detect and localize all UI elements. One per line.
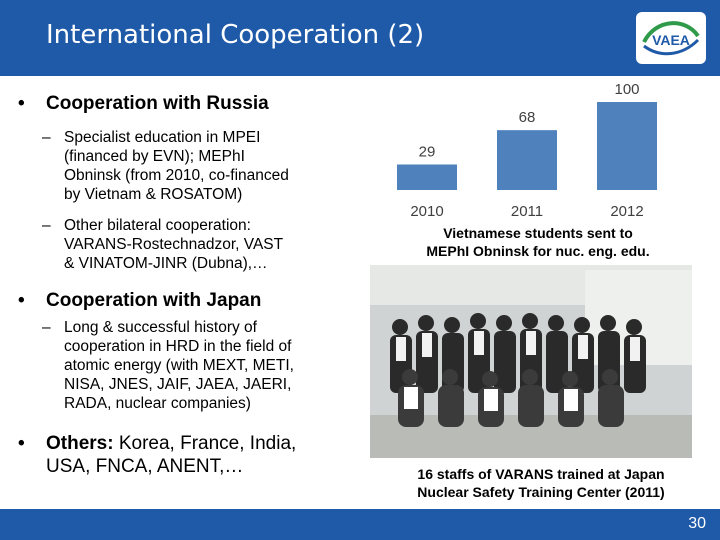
page-number: 30 [688,515,706,532]
japan-item-1-line-2: cooperation in HRD in the field of [64,338,292,355]
chart-caption [378,224,698,260]
tick-label-2011: 2011 [510,203,544,220]
russia-item-1-line-2: (financed by EVN); MEPhI [64,148,245,165]
japan-item-1 [42,318,372,413]
others-label: Others: [46,433,114,454]
chart-caption-line-1: Vietnamese students sent to [443,225,633,241]
russia-item-1-line-4: by Vietnam & ROSATOM) [64,186,243,203]
russia-item-1-line-1: Specialist education in MPEI [64,129,261,146]
photo-caption-line-2: Nuclear Safety Training Center (2011) [417,484,665,500]
russia-item-2-line-1: Other bilateral cooperation: [64,217,251,234]
photo-caption-line-1: 16 staffs of VARANS trained at Japan [417,466,665,482]
logo-text: VAEA [652,32,690,48]
group-photo-illustration [370,265,692,458]
bar-2010 [397,164,457,190]
footer-bar [0,509,720,540]
russia-item-2-line-2: VARANS-Rostechnadzor, VAST [64,236,284,253]
others-list-1: Korea, France, India, [113,433,297,454]
photo-caption [376,465,706,501]
dash-marker: – [42,129,51,146]
dash-marker: – [42,217,51,234]
data-label-2010: 29 [418,143,436,161]
japan-item-1-line-4: NISA, JNES, JAIF, JAEA, JAERI, [64,376,292,393]
dash-marker: – [42,319,51,336]
bar-2012 [597,102,657,190]
bullet-russia [18,92,269,115]
russia-heading: Cooperation with Russia [46,93,269,114]
russia-item-1-line-3: Obninsk (from 2010, co-financed [64,167,289,184]
bullet-dot: • [18,93,25,114]
chart-caption-line-2: MEPhI Obninsk for nuc. eng. edu. [426,243,650,259]
others-line-1 [46,432,363,455]
japan-item-1-line-3: atomic energy (with MEXT, METI, [64,357,294,374]
japan-item-1-line-5: RADA, nuclear companies) [64,395,251,412]
japan-heading: Cooperation with Japan [46,290,262,311]
students-bar-chart [375,82,695,222]
slide-title: International Cooperation (2) [46,20,425,50]
japan-item-1-line-1: Long & successful history of [64,319,257,336]
russia-item-2-line-3: & VINATOM-JINR (Dubna),… [64,255,268,272]
title-bar [0,0,720,76]
russia-item-2 [42,216,364,273]
bar-2011 [497,130,557,190]
group-photo [370,265,692,458]
bullet-dot: • [18,433,25,454]
bullet-japan [18,289,261,312]
data-label-2011: 68 [518,109,536,127]
others-list-2: USA, FNCA, ANENT,… [46,456,244,477]
data-label-2012: 100 [614,82,640,98]
tick-label-2012: 2012 [610,203,644,220]
bullet-others [18,432,363,478]
vaea-logo-icon [636,12,706,64]
tick-label-2010: 2010 [410,203,444,220]
bullet-dot: • [18,290,25,311]
russia-item-1 [42,128,364,204]
